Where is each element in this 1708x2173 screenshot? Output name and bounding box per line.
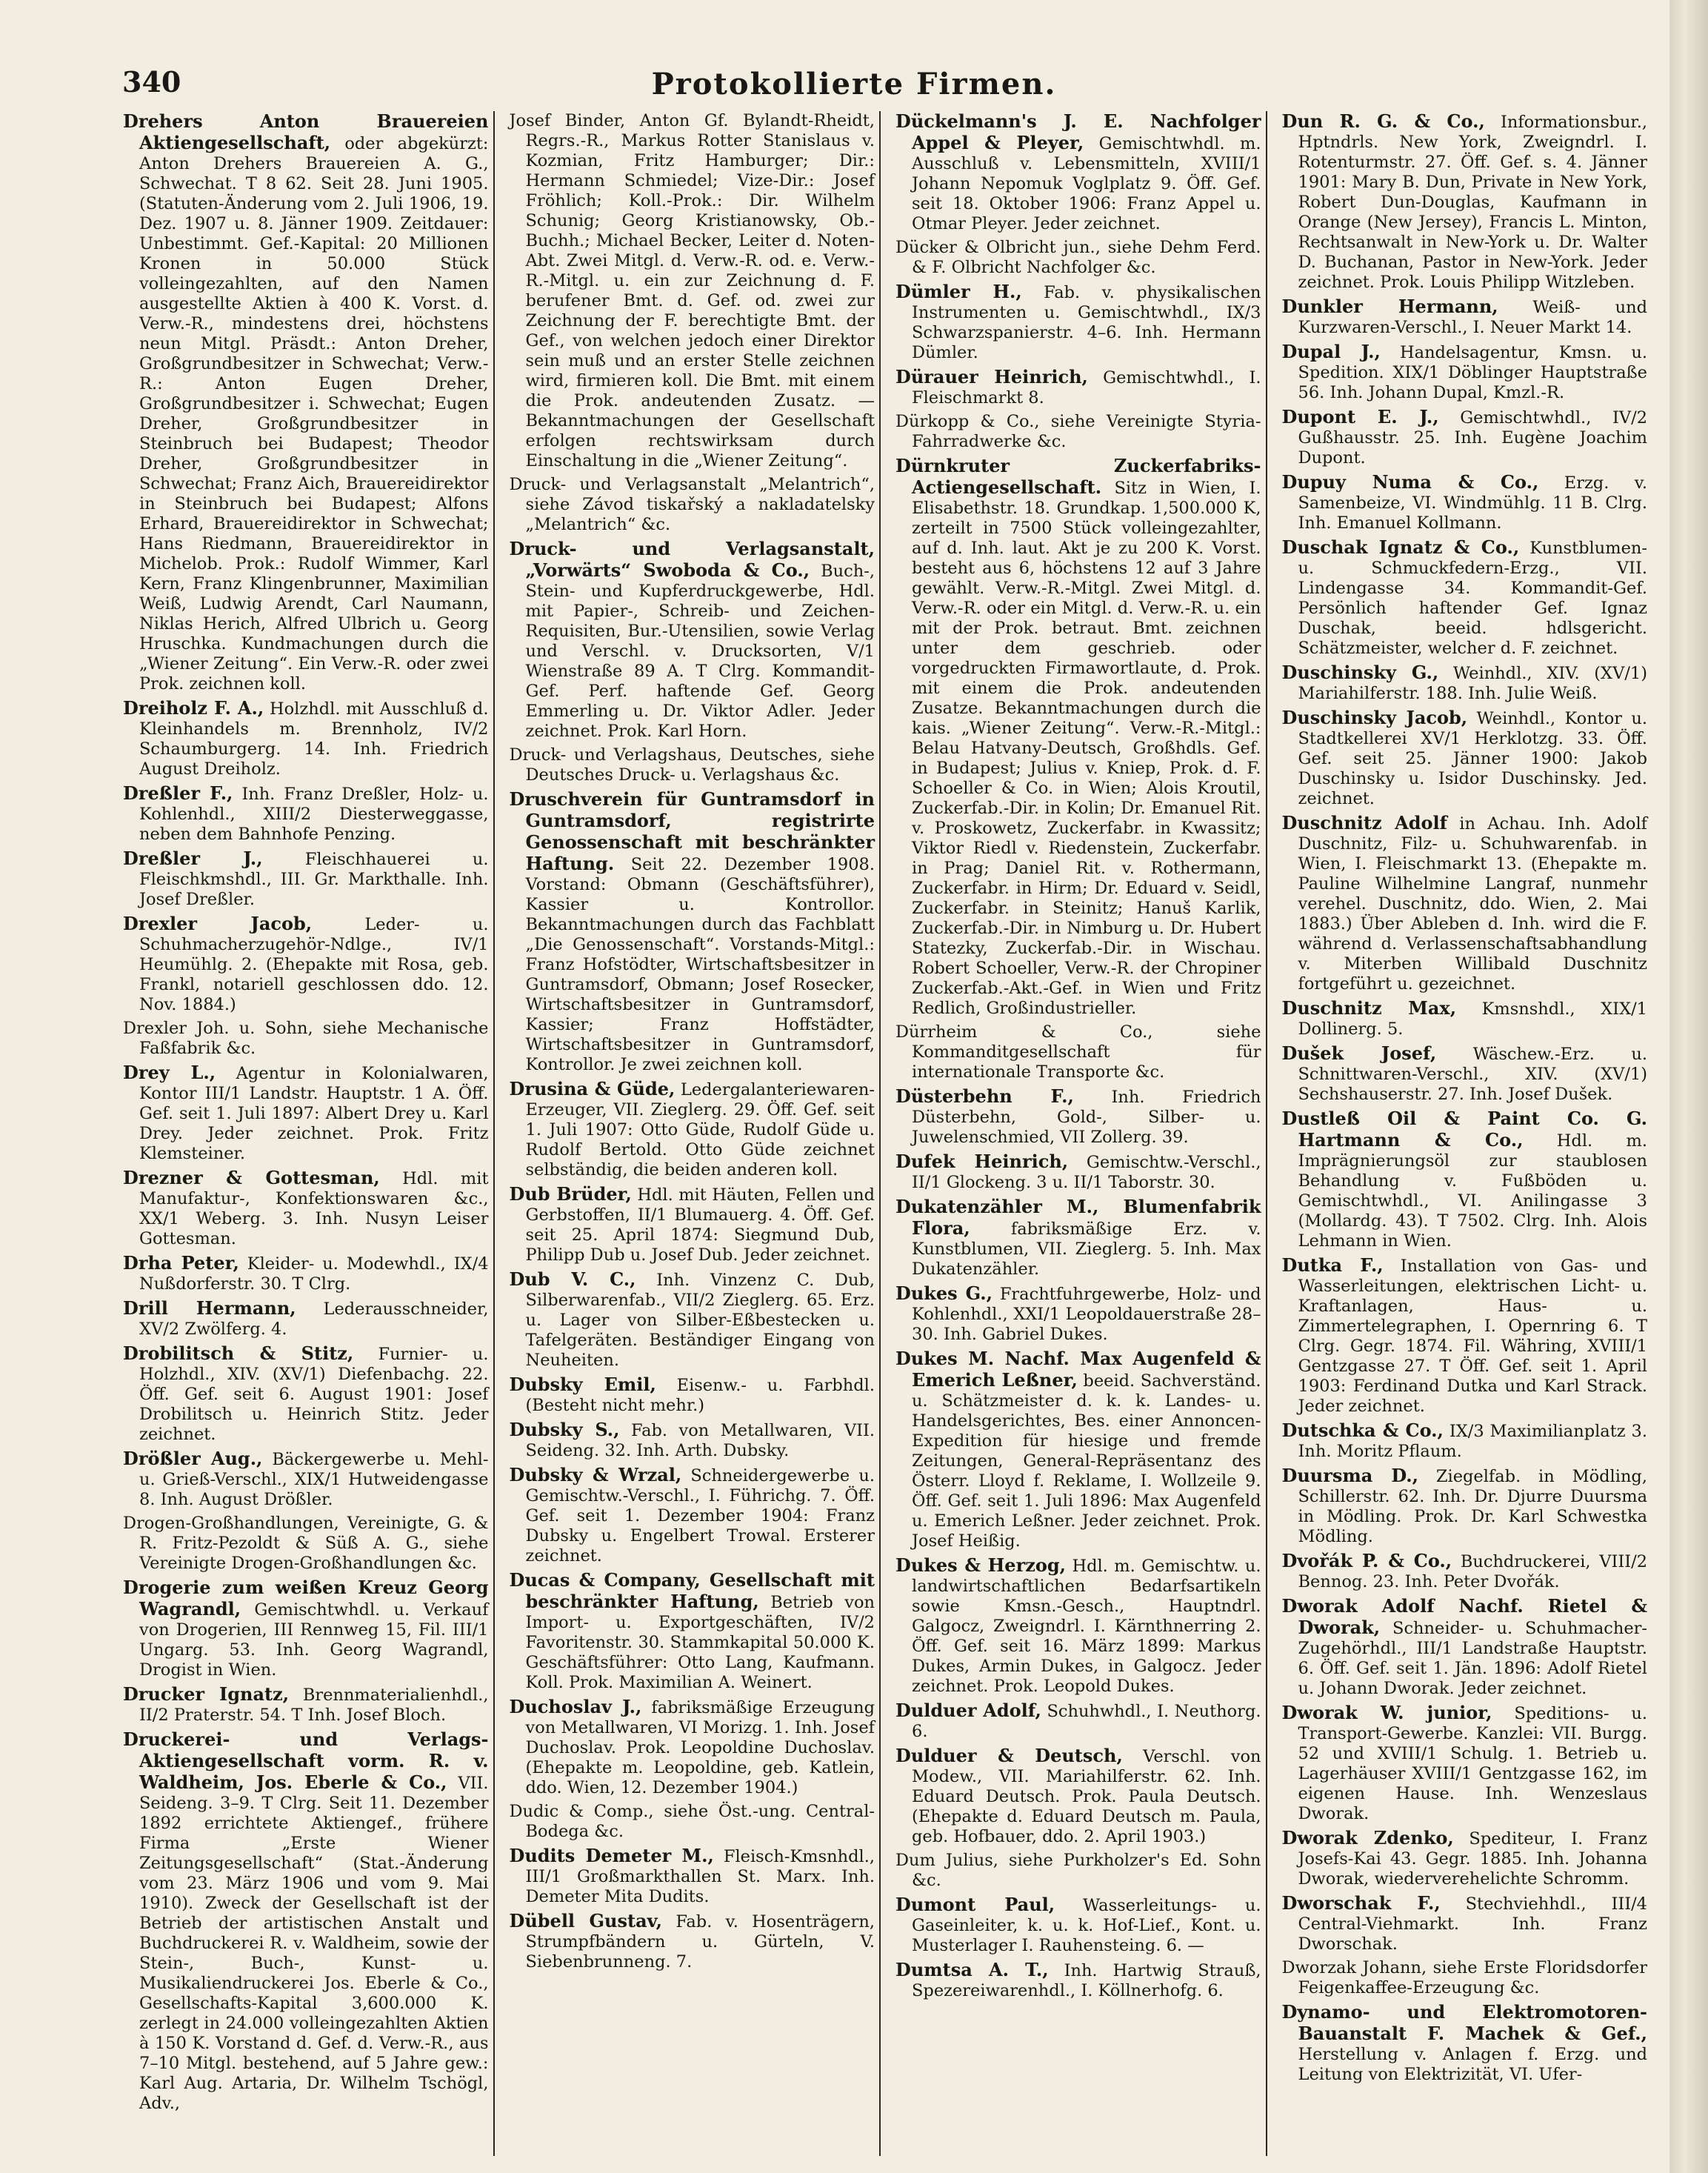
firm-name: Dworak Zdenko, [1281,1827,1454,1848]
firm-name: Dukes G., [895,1282,993,1304]
entry-text: Seit 22. Dezember 1908. Vorstand: Obmann (Geschäftsführer), Kassier u. Kontrollor. Bekanntmachungen durch das Fachblatt „Die Genossenschaft“. Vorstands-Mitgl.: Franz Hofstödter, Wirtschaftsbesitzer in Guntramsdorf, Obmann; Josef Rosecker, Wirtschaftsbesitzer in Guntramsdorf, Kassier; Franz Hoffstädter, Wirtschaftsbesitzer in Guntramsdorf, Kontrollor. Je zwei zeichnen koll. [525,855,875,1074]
entry-text: Betrieb von Import- u. Exportgeschäften, IV/2 Favoritenstr. 30. Stammkapital 50.000 K. Geschäftsführer: Otto Lang, Kaufmann. Koll. Prok. Maximilian A. Weinert. [525,1593,875,1692]
directory-entry [1282,1703,1648,1824]
entry-text: Weinhdl., Kontor u. Stadtkellerei XV/1 Herklotzg. 33. Öff. Gef. seit 25. Jänner 1900: Jakob Duschinsky u. Isidor Duschinsky. Jed. zeichnet. [1298,709,1647,808]
directory-entry [123,698,489,779]
entry-text: Wasserleitungs- u. Gaseinleiter, k. u. k. Hof-Lief., Kont. u. Musterlager I. Rauhensteing. 6. — [912,1896,1261,1955]
entry-text: Gemischtwhdl. u. Verkauf von Drogerien, III Rennweg 15, Fil. III/1 Ungarg. 53. Inh. Georg Wagrandl, Drogist in Wien. [139,1600,489,1680]
directory-entry [123,1514,489,1574]
firm-name: Duschnitz Max, [1281,997,1457,1019]
firm-name: Dumont Paul, [895,1894,1055,1915]
entry-text: Verschl. von Modew., VII. Mariahilferstr. 62. Inh. Eduard Deutsch. Prok. Paula Deutsch. (Ehepakte d. Eduard Deutsch m. Paula, geb. Hofbauer, ddo. 2. April 1903.) [912,1747,1261,1846]
firm-name: Dynamo- und Elektromotoren-Bauanstalt F. Machek & Gef., [1281,2001,1647,2044]
directory-entry [123,1168,489,1249]
column-4 [1278,111,1652,2156]
firm-name: Duursma D., [1281,1465,1419,1486]
directory-entry [895,111,1261,234]
firm-name: Duschinsky G., [1281,662,1439,683]
firm-name: Drobilitsch & Stitz, [123,1342,354,1364]
entry-text: Druck- und Verlagshaus, Deutsches, siehe Deutsches Druck- u. Verlagshaus &c. [509,745,875,785]
entry-text: Buch-, Stein- und Kupferdruckgewerbe, Hdl. mit Papier-, Schreib- und Zeichen-Requisiten, Bur.-Utensilien, sowie Verlag und Verschl. v. Drucksorten, V/1 Wienstraße 89 A. T Clrg. Kommandit-Gef. Perf. haftende Gef. Georg Emmerling u. Dr. Viktor Adler. Jeder zeichnet. Prok. Karl Horn. [525,562,875,741]
directory-entry [895,1960,1261,2001]
firm-name: Dreßler F., [123,782,233,804]
firm-name: Druckerei- und Verlags-Aktiengesellschaft vorm. R. v. Waldheim, Jos. Eberle & Co., [123,1728,489,1793]
directory-entry [123,848,489,910]
firm-name: Dubsky S., [509,1419,620,1440]
directory-entry [895,1197,1261,1279]
directory-entry [123,1253,489,1294]
entry-text: Stechviehhdl., III/4 Central-Viehmarkt. Inh. Franz Dworschak. [1298,1894,1648,1954]
entry-text: Informationsbur., Hptndrls. New York, Zweigndrl. I. Rotenturmstr. 27. Öff. Gef. s. 4. Jänner 1901: Mary B. Dun, Private in New York, Robert Dun-Douglas, Kaufmann in Orange (New Jersey), Francis L. Minton, Rechtsanwalt in New-York u. Dr. Walter D. Buchanan, Pastor in New-York. Jeder zeichnet. Prok. Louis Philipp Witzleben. [1298,113,1647,292]
entry-text: Dum Julius, siehe Purkholzer's Ed. Sohn &c. [895,1851,1261,1890]
firm-name: Drill Hermann, [123,1297,296,1319]
firm-name: Dümler H., [895,281,1022,302]
entry-text: IX/3 Maximilianplatz 3. Inh. Moritz Pflaum. [1298,1422,1647,1461]
directory-entry [895,282,1261,363]
directory-entry [123,1019,489,1059]
directory-entry [123,1062,489,1164]
firm-name: Dreiholz F. A., [123,697,264,719]
directory-entry [510,1079,875,1180]
firm-name: Dürnkruter Zuckerfabriks-Actiengesellschaft. [895,455,1261,498]
entry-text: Josef Binder, Anton Gf. Bylandt-Rheidt, Regrs.-R., Markus Rotter Stanislaus v. Kozmian, Fritz Hamburger; Dir.: Hermann Schmiedel; Vize-Dir.: Josef Fröhlich; Koll.-Prok.: Dir. Wilhelm Schunig; Georg Kristianowsky, Ob.-Buchh.; Michael Becker, Leiter d. Noten-Abt. Zwei Mitgl. d. Verw.-R. od. e. Verw.-R.-Mitgl. u. ein zur Zeichnung d. F. berufener Bmt. d. Gef. od. zwei zur Zeichnung der F. berechtigte Bmt. der Gef., von welchen jedoch einer Direktor sein muß und an erster Stelle zeichnen wird, firmieren koll. Die Bmt. mit einem die Prok. andeutenden Zusatz. — Bekanntmachungen der Gesellschaft erfolgen rechtswirksam durch Einschaltung in die „Wiener Zeitung“. [509,111,875,470]
entry-text: Schneidergewerbe u. Gemischtw.-Verschl., I. Führichg. 7. Öff. Gef. seit 1. Dezember 1904: Franz Dubsky u. Engelbert Trowal. Ersterer zeichnet. [525,1466,875,1565]
directory-entry [1282,537,1648,659]
directory-entry [123,1298,489,1340]
entry-text: fabriksmäßige Erzeugung von Metallwaren, VI Morizg. 1. Inh. Josef Duchoslav. Prok. Leopoldine Duchoslav. (Ehepakte m. Leopoldine, geb. Katlein, ddo. Wien, 12. Dezember 1904.) [525,1698,875,1797]
directory-entry [510,539,875,742]
entry-text: Fab. von Metallwaren, VII. Seideng. 32. Inh. Arth. Dubsky. [525,1421,875,1460]
firm-name: Drexler Jacob, [123,913,313,934]
firm-name: Ducas & Company, Gesellschaft mit beschränkter Haftung, [509,1569,875,1612]
directory-entry [895,456,1261,1019]
entry-text: Dürrheim & Co., siehe Kommanditgesellschaft für internationale Transporte &c. [895,1022,1261,1082]
directory-entry [123,914,489,1015]
directory-entry [1282,2002,1648,2085]
entry-text: Dworzak Johann, siehe Erste Floridsdorfer Feigenkaffee-Erzeugung &c. [1281,1958,1647,1997]
entry-text: Kunstblumen- u. Schmuckfedern-Erzg., VII. Lindengasse 34. Kommandit-Gef. Persönlich haftender Gef. Ignaz Duschak, beeid. hdlsgericht. Schätzmeister, welcher d. F. zeichnet. [1298,539,1647,658]
entry-text: Erzg. v. Samenbeize, VI. Windmühlg. 11 B. Clrg. Inh. Emanuel Kollmann. [1298,473,1648,533]
column-2 [505,111,881,2156]
firm-name: Drezner & Gottesman, [123,1167,380,1188]
firm-name: Dulduer & Deutsch, [895,1745,1123,1766]
directory-entry [1282,1828,1648,1889]
directory-entry [895,412,1261,452]
page-edge [1669,0,1708,2173]
directory-entry [1282,998,1648,1039]
firm-name: Dubsky Emil, [509,1374,656,1395]
entry-text: Dücker & Olbricht jun., siehe Dehm Ferd. & F. Olbricht Nachfolger &c. [895,238,1261,277]
firm-name: Duchoslav J., [509,1696,642,1717]
entry-text: Ziegelfab. in Mödling, Schillerstr. 62. Inh. Dr. Djurre Duursma in Mödling. Prok. Dr. Karl Schwestka Mödling. [1298,1467,1647,1546]
entry-text: Eisenw.- u. Farbhdl. (Besteht nicht mehr.) [525,1376,875,1415]
firm-name: Düsterbehn F., [895,1085,1074,1107]
directory-entry [510,789,875,1075]
entry-text: Ledergalanteriewaren-Erzeuger, VII. Zieglerg. 29. Öff. Gef. seit 1. Juli 1907: Otto Güde, Rudolf Güde u. Rudolf Bertold. Otto Güde zeichnet selbständig, die beiden anderen koll. [525,1080,875,1179]
firm-name: Drehers Anton Brauereien Aktiengesellschaft, [123,111,489,153]
entry-text: Kleider- u. Modewhdl., IX/4 Nußdorferstr. 30. T Clrg. [139,1254,489,1294]
entry-text: Handelsagentur, Kmsn. u. Spedition. XIX/1 Döblinger Hauptstraße 56. Inh. Johann Dupal, Kmzl.-R. [1298,343,1647,402]
firm-name: Dreßler J., [123,848,263,869]
firm-name: Dudits Demeter M., [509,1845,714,1866]
directory-entry [123,1448,489,1510]
entry-text: Weiß- und Kurzwaren-Verschl., I. Neuer Markt 14. [1298,298,1648,337]
firm-name: Dufek Heinrich, [895,1151,1069,1172]
directory-entry [1282,1108,1648,1251]
entry-text: Gemischtwhdl., IV/2 Gußhausstr. 25. Inh. Eugène Joachim Dupont. [1298,408,1648,467]
entry-text: Lederausschneider, XV/2 Zwölferg. 4. [139,1300,489,1339]
directory-entry [895,1348,1261,1551]
directory-entry [1282,1551,1648,1592]
entry-text: Fleisch-Kmsnhdl., III/1 Großmarkthallen St. Marx. Inh. Demeter Mita Dudits. [525,1847,875,1906]
directory-columns [119,111,1652,2156]
entry-text: Gemischtwhdl. m. Ausschluß v. Lebensmitteln, XVIII/1 Johann Nepomuk Voglplatz 9. Öff. Gef. seit 18. Oktober 1906: Franz Appel u. Otmar Pleyer. Jeder zeichnet. [912,134,1261,233]
firm-name: Dub V. C., [509,1268,636,1290]
firm-name: Duschak Ignatz & Co., [1281,536,1520,558]
entry-text: Gemischtwhdl., I. Fleischmarkt 8. [912,368,1261,407]
directory-entry [895,1151,1261,1193]
entry-text: Druck- und Verlagsanstalt „Melantrich“, siehe Závod tiskařský a nakladatelsky „Melantrich“ &c. [509,475,875,534]
directory-entry [123,111,489,694]
entry-text: Brennmaterialienhdl., II/2 Praterstr. 54. T Inh. Josef Bloch. [139,1686,489,1725]
firm-name: Dubsky & Wrzal, [509,1464,682,1485]
firm-name: Dürauer Heinrich, [895,366,1088,387]
directory-entry [895,1746,1261,1847]
entry-text: Wäschew.-Erz. u. Schnittwaren-Verschl., XIV. (XV/1) Sechshauserstr. 27. Inh. Josef Dušek. [1298,1045,1648,1104]
entry-text: Dudic & Comp., siehe Öst.-ung. Central-Bodega &c. [509,1802,875,1841]
entry-text: Sitz in Wien, I. Elisabethstr. 18. Grundkap. 1,500.000 K, zerteilt in 7500 Stück volleingezahlter, auf d. Inh. laut. Akt je zu 200 K. Vorst. besteht aus 6, höchstens 12 auf 3 Jahre gewählt. Verw.-R.-Mitgl. Zwei Mitgl. d. Verw.-R. oder ein Mitgl. d. Verw.-R. u. ein mit der Prok. betraut. Bmt. zeichnen unter dem geschrieb. oder vorgedruckten Firmawortlaute, d. Prok. mit einem die Prok. andeutenden Zusatze. Bekanntmachungen durch die kais. „Wiener Zeitung“. Verw.-R.-Mitgl.: Belau Hatvany-Deutsch, Großhdls. Gef. in Budapest; Julius v. Kniep, Prok. d. F. Schoeller & Co. in Wien; Alois Kroutil, Zuckerfab.-Dir. in Kolin; Dr. Emanuel Rit. v. Proskowetz, Zuckerfabr. in Kwassitz; Viktor Riedl v. Riedenstein, Zuckerfabr. in Prag; Daniel Rit. v. Rothermann, Zuckerfabr. in Hirm; Dr. Eduard v. Seidl, Zuckerfabr. in Steinitz; Hanuš Karlik, Zuckerfab.-Dir. in Nimburg u. Dr. Hubert Statezky, Zuckerfab.-Dir. in Wischau. Robert Schoeller, Verw.-R. der Chropiner Zuckerfab.-Akt.-Gef. in Wien und Fritz Redlich, Großindustrieller. [912,479,1261,1018]
column-1 [119,111,495,2156]
firm-name: Dukes M. Nachf. Max Augenfeld & Emerich Leßner, [895,1348,1261,1391]
entry-text: Hdl. m. Gemischtw. u. landwirtschaftlichen Bedarfsartikeln sowie Kmsn.-Gesch., Hauptndrl. Galgocz, Zweigndrl. I. Kärnthnerring 2. Öff. Gef. seit 16. März 1899: Markus Dukes, Armin Dukes, in Galgocz. Jeder zeichnet. Prok. Leopold Dukes. [912,1557,1261,1696]
directory-entry [1282,1596,1648,1699]
directory-entry [1282,296,1648,338]
directory-entry [510,1420,875,1461]
entry-text: Inh. Vinzenz C. Dub, Silberwarenfab., VII/2 Zieglerg. 65. Erz. u. Lager von Silber-Eßbestecken u. Tafelgeräten. Beständiger Eingang von Neuheiten. [525,1271,875,1370]
entry-text: Drexler Joh. u. Sohn, siehe Mechanische Faßfabrik &c. [123,1019,489,1058]
directory-entry [895,1555,1261,1697]
directory-entry [895,1086,1261,1148]
entry-text: Buchdruckerei, VIII/2 Bennog. 23. Inh. Peter Dvořák. [1298,1552,1648,1591]
firm-name: Dupuy Numa & Co., [1281,471,1539,493]
entry-text: Gemischtw.-Verschl., II/1 Glockeng. 3 u. II/1 Taborstr. 30. [912,1153,1261,1192]
entry-text: Inh. Franz Dreßler, Holz- u. Kohlenhdl., XIII/2 Diesterweggasse, neben dem Bahnhofe Penzing. [139,785,489,844]
firm-name: Dückelmann's J. E. Nachfolger Appel & Pleyer, [895,111,1261,153]
directory-entry [510,1269,875,1371]
firm-name: Druschverein für Guntramsdorf in Guntramsdorf, registrirte Genossenschaft mit beschränkter Haftung. [509,788,875,874]
directory-entry [895,1022,1261,1082]
firm-name: Dunkler Hermann, [1281,296,1498,317]
entry-text: Hdl. mit Manufaktur-, Konfektionswaren &c., XX/1 Weberg. 3. Inh. Nusyn Leiser Gottesman. [139,1169,489,1248]
entry-text: Frachtfuhrgewerbe, Holz- und Kohlenhdl., XXI/1 Leopoldauerstraße 28–30. Inh. Gabriel Dukes. [912,1285,1261,1344]
directory-entry [895,1851,1261,1891]
directory-entry [1282,1255,1648,1417]
directory-entry [1282,1420,1648,1462]
firm-name: Dutka F., [1281,1254,1384,1276]
directory-entry [510,1697,875,1798]
firm-name: Dukes & Herzog, [895,1554,1066,1576]
firm-name: Dübell Gustav, [509,1910,662,1931]
directory-entry [895,1894,1261,1956]
page-number: 340 [122,65,181,99]
directory-entry [895,1700,1261,1742]
firm-name: Dub Brüder, [509,1183,632,1205]
entry-text: Schuhwhdl., I. Neuthorg. 6. [912,1702,1261,1741]
directory-entry [123,1729,489,2114]
entry-text: Speditions- u. Transport-Gewerbe. Kanzlei: VII. Burgg. 52 und XVIII/1 Schulg. 1. Betrieb u. Lagerhäuser XVIII/1 Gentzgasse 162, im eigenen Hause. Inh. Wenzeslaus Dworak. [1298,1704,1648,1823]
directory-entry [1282,472,1648,533]
entry-text: Schneider- u. Schuhmacher-Zugehörhdl., III/1 Landstraße Hauptstr. 6. Öff. Gef. seit 1. Jän. 1896: Adolf Rietel u. Johann Dworak. Jeder zeichnet. [1298,1619,1647,1698]
directory-entry [895,367,1261,408]
firm-name: Dukatenzähler M., Blumenfabrik Flora, [895,1196,1261,1239]
firm-name: Dupal J., [1281,341,1381,362]
entry-text: Inh. Friedrich Düsterbehn, Gold-, Silber- u. Juwelenschmied, VII Zollerg. 39. [912,1088,1261,1147]
entry-text: Drogen-Großhandlungen, Vereinigte, G. & R. Fritz-Pezoldt & Süß A. G., siehe Vereinigte Drogen-Großhandlungen &c. [123,1514,489,1573]
directory-entry [1282,1958,1648,1998]
directory-entry [510,1465,875,1566]
directory-entry [123,1577,489,1680]
entry-text: Holzhdl. mit Ausschluß d. Kleinhandels m. Brennholz, IV/2 Schaumburgerg. 14. Inh. Friedrich August Dreiholz. [139,699,489,779]
firm-name: Duschinsky Jacob, [1281,707,1468,728]
entry-text: fabriksmäßige Erz. v. Kunstblumen, VII. Zieglerg. 5. Inh. Max Dukatenzähler. [912,1219,1261,1279]
entry-text: in Achau. Inh. Adolf Duschnitz, Filz- u. Schuhwarenfab. in Wien, I. Fleischmarkt 13. (Ehepakte m. Pauline Wilhelmine Langraf, nunmehr verehel. Duschnitz, ddo. Wien, 2. Mai 1883.) Über Ableben d. Inh. wird die F. während d. Verlassenschaftsabhandlung v. Miterben Willibald Duschnitz fortgeführt u. gezeichnet. [1298,814,1647,994]
firm-name: Drha Peter, [123,1252,239,1274]
firm-name: Dustleß Oil & Paint Co. G. Hartmann & Co., [1281,1108,1647,1151]
directory-entry [510,475,875,535]
directory-entry [1282,662,1648,704]
entry-text: beeid. Sachverständ. u. Schätzmeister d. k. k. Landes- u. Handelsgerichtes, Bes. einer Annoncen-Expedition für hiesige und fremde Zeitungen, General-Repräsentanz des Österr. Lloyd f. Reklame, I. Wollzeile 9. Öff. Gef. seit 1. Juli 1896: Max Augenfeld u. Emerich Leßner. Jeder zeichnet. Prok. Josef Heißig. [912,1371,1261,1551]
firm-name: Dworschak F., [1281,1892,1441,1914]
directory-entry [1282,342,1648,403]
entry-text: Leder- u. Schuhmacherzugehör-Ndlge., IV/1 Heumühlg. 2. (Ehepakte mit Rosa, geb. Frankl, notariell geschlossen ddo. 12. Nov. 1884.) [139,915,489,1014]
directory-entry [895,238,1261,278]
firm-name: Dworak W. junior, [1281,1702,1492,1723]
entry-text: Weinhdl., XIV. (XV/1) Mariahilferstr. 188. Inh. Julie Weiß. [1298,664,1647,703]
firm-name: Dumtsa A. T., [895,1959,1049,1980]
entry-text: Fab. v. Hosenträgern, Strumpfbändern u. Gürteln, V. Siebenbrunneng. 7. [525,1912,875,1971]
entry-text: Hdl. mit Häuten, Fellen und Gerbstoffen, II/1 Blumauerg. 4. Öff. Gef. seit 25. April 1874: Siegmund Dub, Philipp Dub u. Josef Dub. Jeder zeichnet. [525,1185,875,1265]
entry-text: Furnier- u. Holzhdl., XIV. (XV/1) Diefenbachg. 22. Öff. Gef. seit 6. August 1901: Josef Drobilitsch u. Heinrich Stitz. Jeder zeichnet. [139,1345,489,1444]
directory-entry [123,783,489,845]
entry-text: Fleischhauerei u. Fleischkmshdl., III. Gr. Markthalle. Inh. Josef Dreßler. [139,850,489,909]
firm-name: Dworak Adolf Nachf. Rietel & Dworak, [1281,1595,1647,1638]
entry-text: Installation von Gas- und Wasserleitungen, elektrischen Licht- u. Kraftanlagen, Haus- u. Zimmertelegraphen, I. Opernring 6. T Clrg. Gegr. 1874. Fil. Währing, XVIII/1 Gentzgasse 27. T Öff. Gef. seit 1. April 1903: Ferdinand Dutka und Karl Strack. Jeder zeichnet. [1298,1257,1647,1416]
entry-text: oder abgekürzt: Anton Drehers Brauereien A. G., Schwechat. T 8 62. Seit 28. Juni 1905. (Statuten-Änderung vom 2. Juli 1906, 19. Dez. 1907 u. 8. Jänner 1909. Zeitdauer: Unbestimmt. Gef.-Kapital: 20 Millionen Kronen in 50.000 Stück volleingezahlten, auf den Namen ausgestellte Aktien à 400 K. Vorst. d. Verw.-R., mindestens drei, höchstens neun Mitgl. Präsdt.: Anton Dreher, Großgrundbesitzer in Schwechat; Verw.-R.: Anton Eugen Dreher, Großgrundbesitzer i. Schwechat; Eugen Dreher, Großgrundbesitzer in Steinbruch bei Budapest; Theodor Dreher, Großgrundbesitzer in Schwechat; Franz Aich, Brauereidirektor in Steinbruch bei Budapest; Alfons Erhard, Brauereidirektor in Schwechat; Hans Riedmann, Brauereidirektor in Michelob. Prok.: Rudolf Wimmer, Karl Kern, Franz Klingenbrunner, Maximilian Weiß, Ludwig Arendt, Carl Naumann, Niklas Herich, Alfred Ulbrich u. Georg Hruschka. Kundmachungen durch die „Wiener Zeitung“. Ein Verw.-R. oder zwei Prok. zeichnen koll. [139,134,489,693]
entry-text: Herstellung v. Anlagen f. Erzg. und Leitung von Elektrizität, VI. Ufer- [1298,2045,1647,2084]
firm-name: Dutschka & Co., [1281,1420,1444,1441]
entry-text: Fab. v. physikalischen Instrumenten u. Gemischtwhdl., IX/3 Schwarzspanierstr. 4–6. Inh. Hermann Dümler. [912,283,1261,362]
directory-entry [510,1570,875,1693]
firm-name: Dun R. G. & Co., [1281,111,1485,132]
entry-text: VII. Seideng. 3–9. T Clrg. Seit 11. Dezember 1892 errichtete Aktiengef., frühere Firma „Erste Wiener Zeitungsgesellschaft“ (Stat.-Änderung vom 23. März 1906 und vom 9. Mai 1910). Zweck der Gesellschaft ist der Betrieb der artistischen Anstalt und Buchdruckerei R. v. Waldheim, sowie der Stein-, Buch-, Kunst- u. Musikaliendruckerei Jos. Eberle & Co., Gesellschafts-Kapital 3,600.000 K. zerlegt in 24.000 volleingezahlten Aktien à 150 K. Vorstand d. Gef. d. Verw.-R., aus 7–10 Mitgl. bestehend, auf 5 Jahre gew.: Karl Aug. Artaria, Dr. Wilhelm Tschögl, Adv., [139,1774,489,2113]
entry-text: Bäckergewerbe u. Mehl- u. Grieß-Verschl., XIX/1 Hutweidengasse 8. Inh. August Drößler. [139,1450,489,1509]
directory-entry [510,1911,875,1972]
firm-name: Duschnitz Adolf [1281,812,1447,833]
directory-entry [1282,708,1648,809]
firm-name: Drey L., [123,1062,216,1083]
directory-entry [1282,1893,1648,1954]
directory-entry [123,1343,489,1445]
entry-text: Agentur in Kolonialwaren, Kontor III/1 Landstr. Hauptstr. 1 A. Öff. Gef. seit 1. Juli 1897: Albert Drey u. Karl Drey. Jeder zeichnet. Prok. Fritz Klemsteiner. [139,1064,489,1163]
entry-text: Inh. Hartwig Strauß, Spezereiwarenhdl., I. Köllnerhofg. 6. [912,1961,1261,2000]
directory-entry [510,745,875,785]
directory-entry [1282,111,1648,293]
firm-name: Dvořák P. & Co., [1281,1550,1452,1571]
firm-name: Drößler Aug., [123,1448,263,1469]
entry-text: Kmsnshdl., XIX/1 Dollinerg. 5. [1298,999,1647,1039]
directory-entry [1282,407,1648,468]
firm-name: Dulduer Adolf, [895,1700,1041,1721]
directory-entry [1282,1043,1648,1105]
entry-text: Hdl. m. Imprägnierungsöl zur staublosen Behandlung v. Fußböden u. Gemischtwhdl., VI. Anilingasse 3 (Mollardg. 43). T 7502. Clrg. Inh. Alois Lehmann in Wien. [1298,1131,1647,1251]
firm-name: Drusina & Güde, [509,1078,675,1099]
directory-entry [510,1374,875,1416]
directory-entry [1282,1465,1648,1547]
firm-name: Dušek Josef, [1281,1042,1437,1064]
firm-name: Drogerie zum weißen Kreuz Georg Wagrandl, [123,1577,489,1620]
page-title: Protokollierte Firmen. [651,67,1057,102]
directory-entry [123,1684,489,1726]
directory-entry [510,111,875,471]
column-3 [891,111,1267,2156]
directory-entry [510,1802,875,1842]
entry-text: Dürkopp & Co., siehe Vereinigte Styria-Fahrradwerke &c. [895,412,1261,451]
directory-entry [1282,813,1648,994]
entry-text: Spediteur, I. Franz Josefs-Kai 43. Gegr. 1885. Inh. Johanna Dworak, wiederverehelichte Schromm. [1298,1829,1647,1889]
directory-entry [510,1846,875,1907]
directory-entry [895,1283,1261,1345]
directory-entry [510,1184,875,1265]
firm-name: Dupont E. J., [1281,406,1439,427]
firm-name: Drucker Ignatz, [123,1683,290,1705]
firm-name: Druck- und Verlagsanstalt, „Vorwärts“ Swoboda & Co., [509,538,875,581]
